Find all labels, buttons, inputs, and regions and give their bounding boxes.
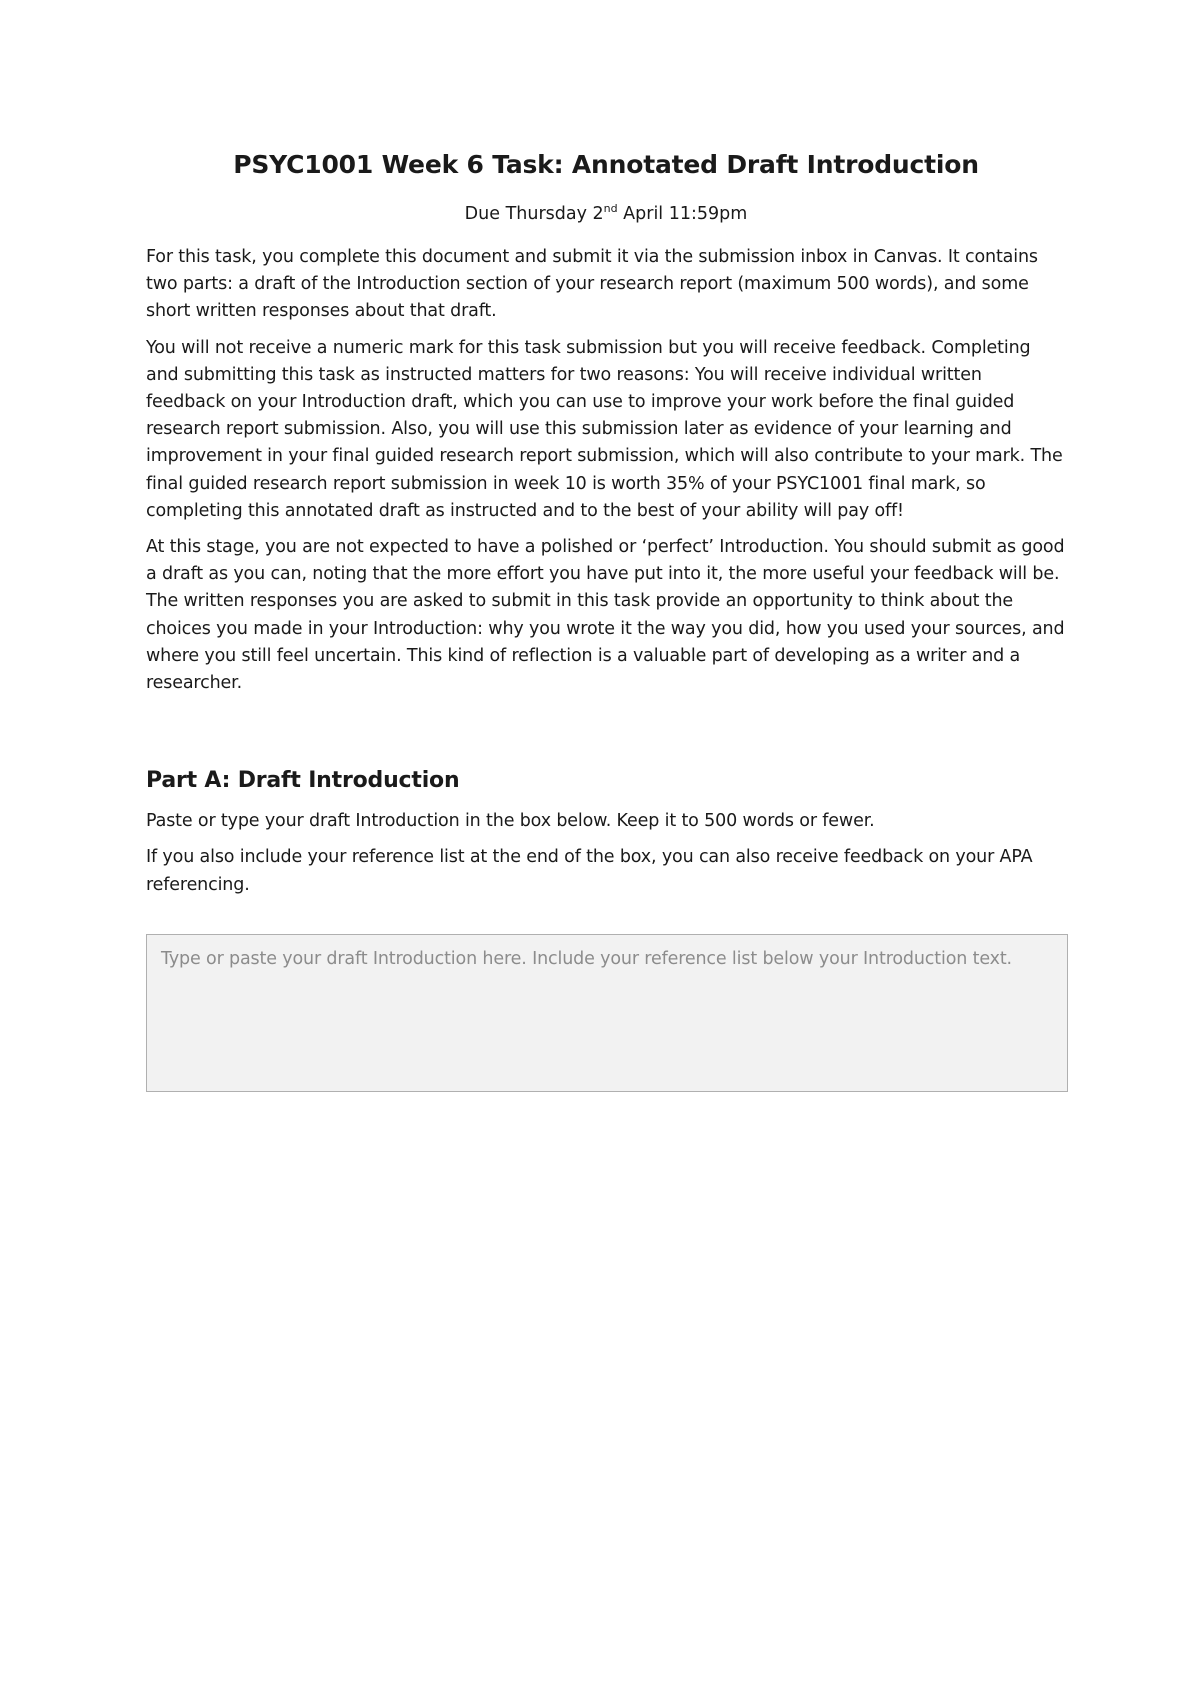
- section-spacer: [146, 706, 1066, 766]
- part-a-heading: Part A: Draft Introduction: [146, 768, 460, 794]
- part-a-instruction-1: Paste or type your draft Introduction in the box below. Keep it to 500 words or fewer.: [146, 811, 875, 832]
- answer-box-placeholder: Type or paste your draft Introduction here. Include your reference list below your Introduction text.: [161, 948, 1012, 969]
- document-title: PSYC1001 Week 6 Task: Annotated Draft Introduction: [233, 150, 979, 179]
- intro-paragraph-2: You will not receive a numeric mark for this task submission but you will receive feedback. Completing and submitting this task as instructed matters for two reasons: You will receive individual written feedback on your Introduction draft, which you can use to improve your work before the final guided research report submission. Also, you will use this submission later as evidence of your learning and improvement in your final guided research report submission, which will also contribute to your mark. The final guided research report submission in week 10 is worth 35% of your PSYC1001 final mark, so completing this annotated draft as instructed and to the best of your ability will pay off!: [146, 337, 1063, 521]
- part-a-instruction-2: If you also include your reference list at the end of the box, you can also receive feedback on your APA referencing.: [146, 847, 1033, 895]
- due-date-ordinal: nd: [603, 202, 618, 216]
- due-date-rest: April 11:59pm: [617, 204, 748, 224]
- document-content: [146, 148, 1066, 1092]
- due-date: [146, 202, 1066, 226]
- due-date-prefix: Due Thursday 2: [464, 204, 604, 224]
- intro-paragraph-3: At this stage, you are not expected to have a polished or ‘perfect’ Introduction. You should submit as good a draft as you can, noting that the more effort you have put into it, the more useful your feedback will be. The written responses you are asked to submit in this task provide an opportunity to think about the choices you made in your Introduction: why you wrote it the way you did, how you used your sources, and where you still feel uncertain. This kind of reflection is a valuable part of developing as a writer and a researcher.: [146, 537, 1065, 694]
- draft-introduction-answer-box[interactable]: [146, 934, 1068, 1092]
- intro-paragraph-1: For this task, you complete this document and submit it via the submission inbox in Canvas. It contains two parts: a draft of the Introduction section of your research report (maximum 500 words), and some short written responses about that draft.: [146, 247, 1038, 322]
